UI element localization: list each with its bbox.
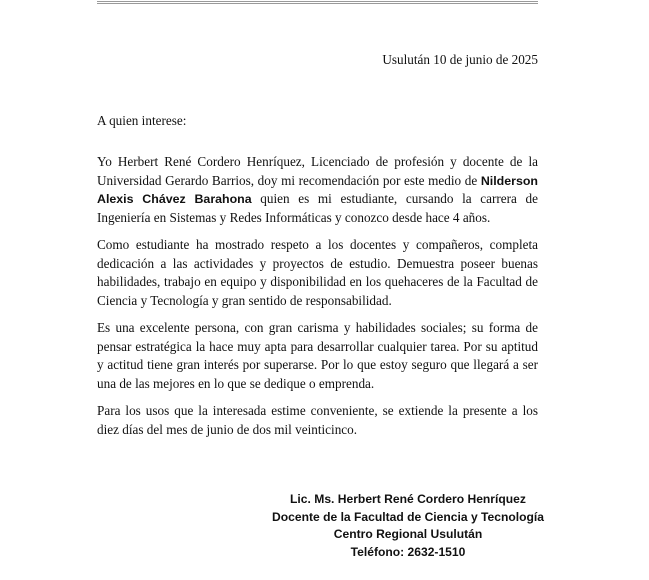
intro-text: Yo Herbert René Cordero Henríquez, Licenciado de profesión y docente de la Universidad Gerardo Barrios, doy mi recomendación por este medio de bbox=[97, 154, 538, 188]
signature-block bbox=[260, 491, 556, 561]
paragraph-closing: Para los usos que la interesada estime conveniente, se extiende la presente a los diez días del mes de junio de dos mil veinticinco. bbox=[97, 403, 538, 437]
student-name: Nilderson Alexis Chávez Barahona bbox=[97, 173, 538, 206]
paragraph-introduction bbox=[97, 153, 538, 227]
paragraph-personal-qualities: Es una excelente persona, con gran carisma y habilidades sociales; su forma de pensar estratégica la hace muy apta para desarrollar cualquier tarea. Por su aptitud y actitud tiene gran interés por superarse. Por lo que estoy seguro que llegará a ser una de las mejores en lo que se dedique o emprenda. bbox=[97, 320, 538, 391]
signer-phone: Teléfono: 2632-1510 bbox=[350, 544, 466, 559]
header-rule bbox=[97, 1, 538, 4]
letter-body bbox=[97, 153, 538, 448]
intro-continuation: quien es mi estudiante, cursando la carrera de Ingeniería en Sistemas y Redes Informáticas y conozco desde hace 4 años. bbox=[97, 191, 538, 225]
signer-name: Lic. Ms. Herbert René Cordero Henríquez bbox=[290, 492, 526, 506]
paragraph-student-qualities: Como estudiante ha mostrado respeto a los docentes y compañeros, completa dedicación a las actividades y proyectos de estudio. Demuestra poseer buenas habilidades, trabajo en equipo y disponibilidad en los quehaceres de la Facultad de Ciencia y Tecnología y gran sentido de responsabilidad. bbox=[97, 237, 538, 308]
letter-date: Usulután 10 de junio de 2025 bbox=[382, 52, 538, 67]
signer-center: Centro Regional Usulután bbox=[333, 527, 483, 541]
signer-position: Docente de la Facultad de Ciencia y Tecnología bbox=[272, 509, 544, 524]
salutation: A quien interese: bbox=[97, 113, 187, 128]
